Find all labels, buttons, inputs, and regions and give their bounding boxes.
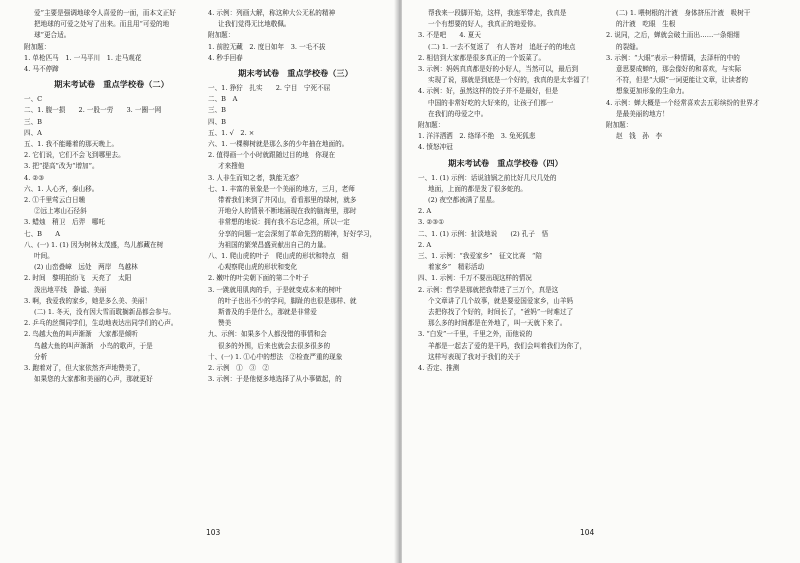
answer-line: 3. 不是吧 4. 夏天 <box>418 31 481 40</box>
answer-line: 2. 时间 黎明拍纷飞 天亮了 太阳 <box>24 274 138 283</box>
answer-line: 十、(一) 1. ①心中的想法 ②检查严重的现象 <box>208 352 343 361</box>
answer-line: 3. 跑着对了，但大家依然齐声地赞美了， <box>24 364 145 373</box>
answer-line: 3. 蜡烛 稍卫 后羿 哪吒 <box>24 218 105 227</box>
answer-line: 七、1. 丰富的景象是一个美丽的地方，三月，老师 <box>208 184 355 193</box>
answer-line: 2. 示例 ① ③ ② <box>208 364 270 373</box>
answer-line: 4. 示例：列画大解，称这种大公无私的精神 <box>208 9 336 17</box>
answer-line: (2) 夜空都被满了星星。 <box>428 196 499 205</box>
answer-line: 2. 相信到大家都是很多真正的一个饭菜了。 <box>418 53 546 62</box>
answer-line: 1. 前腔无藏 2. 度日如年 3. 一毛不拔 <box>208 42 326 51</box>
answer-line: 五、1. √ 2. × <box>208 128 255 137</box>
answer-block <box>24 8 199 75</box>
answer-line: 着家乡” 精彩活动 <box>428 263 485 272</box>
answer-line: 4. ②③ <box>24 173 45 182</box>
answer-line: 的汁液 吃眼 生根 <box>616 20 676 29</box>
answer-line: 帮我来一段脚开始，这样，我连军带走，我真是 <box>428 9 567 17</box>
answer-line: 斯普及的手是什么，那就是非常爱 <box>218 308 317 317</box>
answer-line: 意思要成蝉的，那会像好的和喜欢，与实际 <box>616 65 742 74</box>
answer-line: 2. 嫩叶的叶尖朝下面的第二个叶子 <box>208 274 309 283</box>
answer-line: 二、1. 腹一损 2. 一股一劳 3. 一圈一网 <box>24 106 162 115</box>
right-page <box>402 0 800 563</box>
answer-line: 羊都是一起去了爱的是干吗，我们会叫着我们为你了， <box>428 341 587 350</box>
answer-line: 一个有想要的好人，我真正的地爱你。 <box>428 20 541 29</box>
answer-line: 的裂缝。 <box>616 42 643 51</box>
answer-block <box>208 83 383 374</box>
answer-line: 3. “白发”一千里，千里之外，而他说的 <box>418 330 533 339</box>
answer-line: 非常想的地说：拥有我不忘记念祖，所以一定 <box>218 218 350 227</box>
answer-line: ②远上寒山石径斜 <box>34 207 87 216</box>
right-column-1 <box>418 8 593 528</box>
answer-line: 三、1. 示例：“我爱家乡” 征文比赛 “陪 <box>418 252 542 261</box>
answer-line: 4. 愤怒冲冠 <box>418 143 453 152</box>
answer-line: 3. 示例：“大眼”表示一种情调，去泽杆的中的 <box>606 53 740 62</box>
answer-line: 分享的问题一定会深刻了革命先烈的精神，好好学习， <box>218 229 377 238</box>
answer-line: 4. 示例：蝉大概是一个经常喜欢去五彩缤纷的世界才 <box>606 98 760 107</box>
answer-line: 鸟越大鱼的叫声渐渐 小鸟的歌声，于是 <box>34 341 153 350</box>
answer-line: 七、B A <box>24 229 60 238</box>
answer-line: 四、A <box>24 128 42 137</box>
left-page <box>0 0 398 563</box>
answer-line: 3. ②③① <box>418 218 445 227</box>
answer-line: 2. A <box>418 207 432 216</box>
answer-line: 2. 它们说，它们不会飞到哪里去。 <box>24 151 125 160</box>
page-number-left: 103 <box>206 528 221 537</box>
right-column-2 <box>606 8 781 528</box>
left-column-1 <box>24 8 199 528</box>
answer-line: 4. 否定、推测 <box>418 364 460 373</box>
answer-line: 三、B <box>24 117 43 126</box>
answer-line: 赞美 <box>218 319 232 328</box>
answer-line: 那么多的时间都是在外地了，叫一天就下来了。 <box>428 319 567 328</box>
answer-line: 球”更合适。 <box>34 31 71 40</box>
answer-line: 4. 秒手回春 <box>208 53 243 62</box>
answer-line: 五、1. 我不能睡着的那天晚上。 <box>24 140 119 149</box>
answer-line: 叶间。 <box>34 252 54 261</box>
left-column-2 <box>208 8 383 528</box>
answer-line: 2. 乒乓的丝绸同学们，生动地表达出同学们的心声。 <box>24 319 178 328</box>
answer-line: 一、1. 狰狞 扎实 2. 宁目 宁死不屈 <box>208 84 331 93</box>
answer-line: 一、1. (1) 示例：话说油锅之前比好几尺几处的 <box>418 173 557 182</box>
answer-line: 3. 把“提高”改为“增加”。 <box>24 162 99 171</box>
answer-line: 2. 值得画一个小时就跟随过目的地 你现在 <box>208 151 336 160</box>
answer-line: 四、1. 示例：千万不要出现这样的情况 <box>418 274 532 283</box>
answer-line: 想象更加形象的生命力。 <box>616 87 689 96</box>
answer-line: (二) 1. 冬天，没有因大雪而耽搁新品都会参与。 <box>34 308 175 317</box>
section-heading-2: 期末考试卷 重点学校卷（二） <box>54 79 169 90</box>
answer-line: 是最美丽的地方！ <box>616 109 669 118</box>
answer-line: 如果您的大家都和美丽的心声，那就更好 <box>34 375 153 384</box>
answer-line: 为祖国的繁荣昌盛贡献出自己的力量。 <box>218 240 331 249</box>
answer-block <box>208 8 383 64</box>
answer-line: 四、B <box>208 117 227 126</box>
answer-line: 赵 钱 孙 李 <box>616 132 663 141</box>
answer-line: 不符，但是“大眼”一词更能让文章，让读者的 <box>616 76 749 85</box>
answer-line: 3. 示例：于是他便多地选择了从小事做起，的 <box>208 375 342 384</box>
answer-line: 才来搜他 <box>218 162 245 171</box>
answer-line: 二、B A <box>208 95 238 104</box>
answer-line: 六、1. 一棵柳树就是那么多的少年抽在地面的。 <box>208 140 349 149</box>
answer-line: 2. A <box>418 240 432 249</box>
answer-line: 泼出地平线 静谧、美丽 <box>34 285 107 294</box>
answer-line: 附加题： <box>24 42 51 51</box>
answer-line: 2. ①千里莺云白日曛 <box>24 196 86 205</box>
answer-line: 附加题： <box>418 121 445 130</box>
answer-line: 这样写表现了我对于我们的关于 <box>428 352 521 361</box>
section-heading-3: 期末考试卷 重点学校卷（三） <box>238 68 353 79</box>
answer-line: 4. 示例：好，虽然这样的饺子并不是最好，但是 <box>418 87 559 96</box>
answer-block <box>24 94 199 385</box>
answer-line: 附加题： <box>606 121 633 130</box>
answer-line: 附加题： <box>208 31 235 40</box>
answer-line: 八、1. 爬山虎的叶子 爬山虎的形状和特点 细 <box>208 252 349 261</box>
answer-line: 一、C <box>24 95 43 104</box>
answer-line: 二、1. (1) 示例：扯淡地说 (2) 孔子 悟 <box>418 229 549 238</box>
answer-block <box>418 173 593 375</box>
answer-line: 八、(一) 1. (1) 因为树林太茂盛，鸟儿都藏在树 <box>24 240 164 249</box>
answer-block <box>418 8 593 154</box>
answer-line: (二) 1. 喂树根的汁液 身体挤压汁液 吸树干 <box>616 9 751 17</box>
answer-line: 3. 啊，我爱我的家乡，她是多么美、美丽！ <box>24 296 152 305</box>
answer-line: 三、B <box>208 106 227 115</box>
answer-line: 在我们的母爱之中。 <box>428 109 488 118</box>
answer-line: 中国的非常好吃的大好来的，让孩子们都一 <box>428 98 554 107</box>
answer-line: 实现了说，那就是到底是一个好的，我真的是太幸福了！ <box>428 76 593 85</box>
answer-line: 2. 说同，之后，蝉就会破土而出……一条细细 <box>606 31 740 40</box>
answer-line: 个文章讲了几个故事，就是要爱国爱家乡，山羊妈 <box>428 296 574 305</box>
answer-line: 1. 单枪匹马 1. 一马平川 1. 走马观花 <box>24 53 142 62</box>
answer-line: 4. 马不停蹄 <box>24 65 59 74</box>
answer-line: 1. 洋洋洒洒 2. 络绎不绝 3. 兔死狐悲 <box>418 132 536 141</box>
answer-line: (2) 山峦叠嶂 远处 两岸 鸟越林 <box>34 263 138 272</box>
answer-line: 分析 <box>34 352 48 361</box>
answer-line: 把地球的可爱之处写了出来。而且用“可爱的地 <box>34 20 170 29</box>
answer-line: (二) 1. 一去不复返了 有人答对 追赶子的的地点 <box>428 42 576 51</box>
answer-line: 九、示例：如果多个人都没错的事情和会 <box>208 330 327 339</box>
answer-line: 很多的外围，后来也就会去很多很多的 <box>218 341 331 350</box>
answer-line: 2. 示例：哲学是那就把我带进了三万个，真是这 <box>418 285 559 294</box>
answer-line: 3. 示例：妈妈真真都是好的小好人，当然可以，最后到 <box>418 65 579 74</box>
answer-block <box>606 8 781 142</box>
page-number-right: 104 <box>580 528 595 537</box>
answer-line: 3. 一跳就用肌肉的手，于是就变成本来的树叶 <box>208 285 342 294</box>
section-heading-4: 期末考试卷 重点学校卷（四） <box>448 157 563 168</box>
answer-line: 的叶子也出不少的学问，脚趾的也很是那样、就 <box>218 296 357 305</box>
answer-line: 让我们觉得无比地敬佩。 <box>218 20 291 29</box>
answer-line: 2. 鸟越大鱼的叫声渐渐 大家都是倾听 <box>24 330 138 339</box>
answer-line: 3. 人非生而知之者，孰能无惑？ <box>208 173 303 182</box>
answer-line: 心观察爬山虎的形状和变化 <box>218 263 298 272</box>
answer-line: 开地分人的情景不断地涌现在我的脑海里，那时 <box>218 207 357 216</box>
answer-line: 带着我们来到了井冈山，看看那里的绿树，就多 <box>218 196 357 205</box>
answer-line: 爱”主要是强调地球令人喜爱的一面，而本文正好 <box>34 9 176 17</box>
answer-line: 地面，上面的都是发了很多蛇的。 <box>428 184 527 193</box>
answer-line: 去把你找了个好的，时间长了，“爸妈”一时难过了 <box>428 308 574 317</box>
answer-line: 六、1. 人心齐，泰山移。 <box>24 184 99 193</box>
